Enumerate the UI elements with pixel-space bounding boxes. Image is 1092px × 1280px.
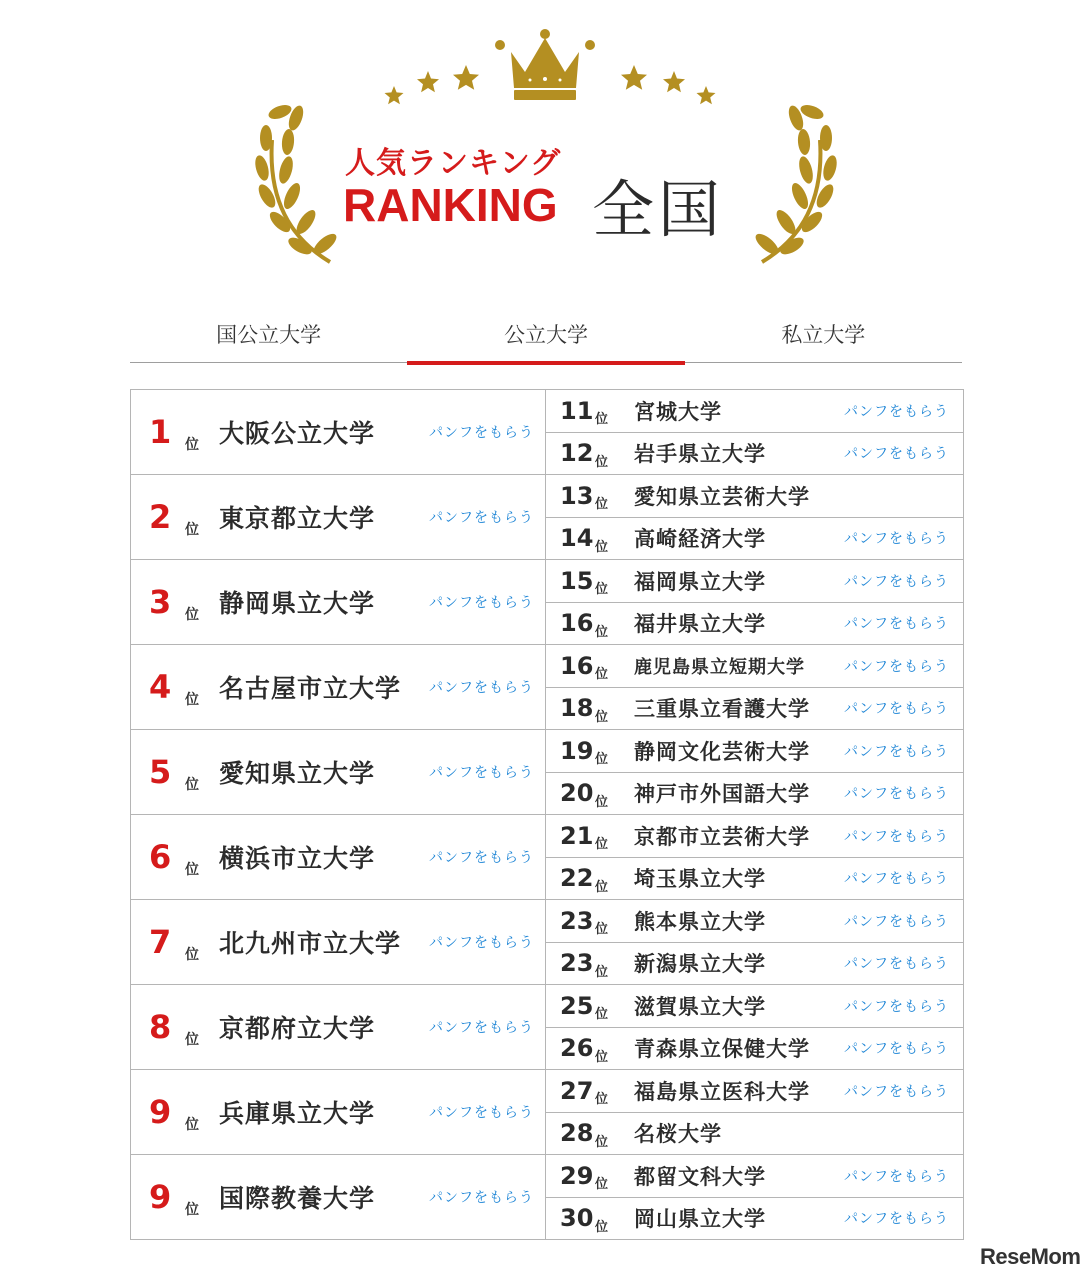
sub-rank-row [546, 432, 963, 475]
get-pamphlet-link[interactable]: パンフをもらう [844, 446, 949, 463]
rank-suffix: 位 [595, 412, 609, 427]
get-pamphlet-link[interactable]: パンフをもらう [844, 701, 949, 718]
rank-suffix: 位 [595, 624, 609, 640]
sub-rank-row [546, 517, 963, 560]
rank-number: 22 [560, 864, 594, 893]
rank-number: 2 [149, 498, 172, 536]
sub-rank-row [546, 1197, 963, 1240]
get-pamphlet-link[interactable]: パンフをもらう [844, 531, 949, 548]
university-name[interactable]: 岩手県立大学 [634, 442, 766, 467]
university-name[interactable]: 三重県立看護大学 [634, 697, 810, 722]
resemom-logo: ReseMom [980, 1244, 1081, 1269]
get-pamphlet-link[interactable]: パンフをもらう [844, 828, 949, 845]
university-name[interactable]: 埼玉県立大学 [634, 867, 766, 892]
top-rank-cell [131, 475, 546, 559]
ranking-group [131, 815, 963, 900]
university-name[interactable]: 静岡文化芸術大学 [634, 739, 810, 764]
rank-suffix: 位 [595, 709, 609, 725]
university-name[interactable]: 神戸市外国語大学 [634, 782, 810, 807]
university-name[interactable]: 京都府立大学 [219, 1014, 376, 1043]
rank-suffix: 位 [595, 752, 609, 767]
get-pamphlet-link[interactable]: パンフをもらう [429, 765, 534, 781]
rank-suffix: 位 [185, 1032, 199, 1048]
rank-suffix: 位 [595, 1049, 609, 1065]
sub-rank-row [546, 1027, 963, 1070]
rank-number: 30 [560, 1204, 594, 1233]
get-pamphlet-link[interactable]: パンフをもらう [844, 403, 949, 420]
rank-number: 4 [149, 668, 172, 706]
sub-rank-row [546, 602, 963, 645]
rank-number: 23 [560, 906, 594, 935]
university-name[interactable]: 静岡県立大学 [219, 589, 376, 618]
get-pamphlet-link[interactable]: パンフをもらう [429, 1105, 534, 1121]
tab-private[interactable]: 私立大学 [781, 323, 866, 347]
university-name[interactable]: 名桜大学 [634, 1122, 722, 1147]
university-name[interactable]: 横浜市立大学 [219, 844, 376, 873]
sub-rank-column [546, 815, 963, 899]
sub-rank-column [546, 900, 963, 984]
ranking-group [131, 900, 963, 985]
rank-number: 3 [149, 583, 172, 621]
rank-suffix: 位 [595, 1219, 609, 1235]
ranking-header [0, 0, 1092, 290]
get-pamphlet-link[interactable]: パンフをもらう [844, 1211, 949, 1228]
sub-rank-row [546, 645, 963, 687]
sub-rank-row [546, 1070, 963, 1112]
rank-number: 11 [560, 396, 594, 425]
title-english: RANKING [343, 179, 558, 231]
university-name[interactable]: 青森県立保健大学 [634, 1037, 810, 1062]
university-name[interactable]: 新潟県立大学 [634, 952, 766, 977]
get-pamphlet-link[interactable]: パンフをもらう [844, 956, 949, 973]
rank-number: 13 [560, 481, 594, 510]
university-name[interactable]: 愛知県立大学 [219, 759, 376, 788]
rank-suffix: 位 [185, 777, 199, 793]
sub-rank-row [546, 730, 963, 772]
get-pamphlet-link[interactable]: パンフをもらう [844, 1168, 949, 1185]
ranking-group [131, 475, 963, 560]
sub-rank-column [546, 390, 963, 474]
sub-rank-row [546, 687, 963, 730]
rank-suffix: 位 [595, 922, 609, 937]
get-pamphlet-link[interactable]: パンフをもらう [844, 573, 949, 590]
top-rank-cell [131, 900, 546, 984]
ranking-group [131, 390, 963, 475]
sub-rank-column [546, 985, 963, 1069]
sub-rank-column [546, 1070, 963, 1154]
university-name[interactable]: 都留文科大学 [634, 1164, 766, 1189]
rank-suffix: 位 [595, 454, 609, 470]
university-name[interactable]: 京都市立芸術大学 [634, 824, 810, 849]
tab-national-public[interactable]: 国公立大学 [216, 323, 322, 347]
rank-suffix: 位 [185, 522, 199, 538]
rank-suffix: 位 [595, 539, 609, 555]
rank-number: 21 [560, 821, 594, 850]
sub-rank-row [546, 560, 963, 602]
get-pamphlet-link[interactable]: パンフをもらう [844, 616, 949, 633]
rank-suffix: 位 [595, 1007, 609, 1022]
university-name[interactable]: 高崎経済大学 [634, 527, 766, 552]
university-name[interactable]: 福岡県立大学 [634, 569, 766, 594]
rank-suffix: 位 [595, 1134, 609, 1150]
sub-rank-column [546, 475, 963, 559]
rank-number: 12 [560, 439, 594, 468]
rank-number: 5 [149, 753, 172, 791]
rank-suffix: 位 [185, 692, 199, 708]
top-rank-cell [131, 390, 546, 474]
sub-rank-column [546, 730, 963, 814]
top-rank-cell [131, 1070, 546, 1154]
ranking-group [131, 730, 963, 815]
university-name[interactable]: 鹿児島県立短期大学 [634, 656, 805, 678]
top-rank-cell [131, 985, 546, 1069]
get-pamphlet-link[interactable]: パンフをもらう [429, 1190, 534, 1206]
university-name[interactable]: 大阪公立大学 [219, 419, 376, 448]
rank-suffix: 位 [185, 607, 199, 623]
rank-suffix: 位 [595, 837, 609, 852]
get-pamphlet-link[interactable]: パンフをもらう [429, 1020, 534, 1036]
get-pamphlet-link[interactable]: パンフをもらう [844, 913, 949, 930]
university-name[interactable]: 愛知県立芸術大学 [634, 484, 810, 509]
rank-number: 9 [149, 1178, 172, 1216]
get-pamphlet-link[interactable]: パンフをもらう [429, 510, 534, 526]
university-name[interactable]: 熊本県立大学 [634, 909, 766, 934]
sub-rank-row [546, 1112, 963, 1155]
rank-suffix: 位 [595, 1092, 609, 1107]
university-name[interactable]: 岡山県立大学 [634, 1207, 766, 1232]
sub-rank-row [546, 772, 963, 815]
rank-suffix: 位 [185, 437, 199, 453]
university-name[interactable]: 兵庫県立大学 [219, 1099, 376, 1128]
rank-suffix: 位 [595, 582, 609, 597]
rank-suffix: 位 [595, 794, 609, 810]
get-pamphlet-link[interactable]: パンフをもらう [844, 658, 949, 675]
sub-rank-row [546, 815, 963, 857]
university-name[interactable]: 東京都立大学 [219, 504, 376, 533]
rank-number: 14 [560, 524, 594, 553]
rank-number: 7 [149, 923, 172, 961]
get-pamphlet-link[interactable]: パンフをもらう [429, 680, 534, 696]
university-name[interactable]: 福井県立大学 [634, 612, 766, 637]
get-pamphlet-link[interactable]: パンフをもらう [844, 786, 949, 803]
title-japanese: 人気ランキング [345, 146, 562, 181]
university-name[interactable]: 北九州市立大学 [219, 929, 402, 958]
top-rank-cell [131, 730, 546, 814]
rank-suffix: 位 [595, 1177, 609, 1192]
rank-number: 15 [560, 566, 594, 595]
rank-suffix: 位 [185, 1202, 199, 1218]
get-pamphlet-link[interactable]: パンフをもらう [844, 1041, 949, 1058]
rank-number: 16 [560, 609, 594, 638]
get-pamphlet-link[interactable]: パンフをもらう [844, 1083, 949, 1100]
sub-rank-row [546, 1155, 963, 1197]
get-pamphlet-link[interactable]: パンフをもらう [844, 998, 949, 1015]
rank-suffix: 位 [185, 1117, 199, 1133]
get-pamphlet-link[interactable]: パンフをもらう [429, 935, 534, 951]
top-rank-cell [131, 815, 546, 899]
rank-number: 16 [560, 651, 594, 680]
university-name[interactable]: 国際教養大学 [219, 1184, 376, 1213]
ranking-group [131, 645, 963, 730]
top-rank-cell [131, 560, 546, 644]
get-pamphlet-link[interactable]: パンフをもらう [429, 595, 534, 611]
rank-number: 6 [149, 838, 172, 876]
rank-suffix: 位 [595, 879, 609, 895]
rank-number: 8 [149, 1008, 172, 1046]
rank-suffix: 位 [185, 862, 199, 878]
ranking-group [131, 1155, 963, 1240]
sub-rank-row [546, 857, 963, 900]
ranking-table [130, 389, 964, 1240]
rank-suffix: 位 [595, 497, 609, 512]
university-name[interactable]: 宮城大学 [634, 399, 722, 424]
sub-rank-column [546, 1155, 963, 1239]
rank-number: 18 [560, 694, 594, 723]
get-pamphlet-link[interactable]: パンフをもらう [844, 743, 949, 760]
get-pamphlet-link[interactable]: パンフをもらう [844, 871, 949, 888]
rank-number: 23 [560, 949, 594, 978]
rank-number: 29 [560, 1161, 594, 1190]
rank-number: 27 [560, 1076, 594, 1105]
sub-rank-row [546, 390, 963, 432]
get-pamphlet-link[interactable]: パンフをもらう [429, 850, 534, 866]
rank-number: 28 [560, 1119, 594, 1148]
tab-public[interactable]: 公立大学 [407, 312, 684, 362]
top-rank-cell [131, 645, 546, 729]
rank-suffix: 位 [595, 964, 609, 980]
university-type-tabs [130, 312, 962, 363]
ranking-group [131, 1070, 963, 1155]
sub-rank-column [546, 560, 963, 644]
university-name[interactable]: 福島県立医科大学 [634, 1079, 810, 1104]
rank-suffix: 位 [595, 667, 609, 682]
rank-number: 1 [149, 413, 172, 451]
rank-number: 19 [560, 736, 594, 765]
region-title: 全国 [592, 173, 725, 246]
top-rank-cell [131, 1155, 546, 1239]
ranking-group [131, 985, 963, 1070]
get-pamphlet-link[interactable]: パンフをもらう [429, 425, 534, 441]
sub-rank-row [546, 900, 963, 942]
crown-icon [495, 29, 595, 100]
sub-rank-row [546, 985, 963, 1027]
sub-rank-row [546, 475, 963, 517]
sub-rank-column [546, 645, 963, 729]
university-name[interactable]: 滋賀県立大学 [634, 994, 766, 1019]
rank-number: 26 [560, 1034, 594, 1063]
rank-number: 25 [560, 991, 594, 1020]
sub-rank-row [546, 942, 963, 985]
rank-number: 20 [560, 779, 594, 808]
ranking-group [131, 560, 963, 645]
rank-suffix: 位 [185, 947, 199, 963]
university-name[interactable]: 名古屋市立大学 [219, 674, 402, 703]
rank-number: 9 [149, 1093, 172, 1131]
